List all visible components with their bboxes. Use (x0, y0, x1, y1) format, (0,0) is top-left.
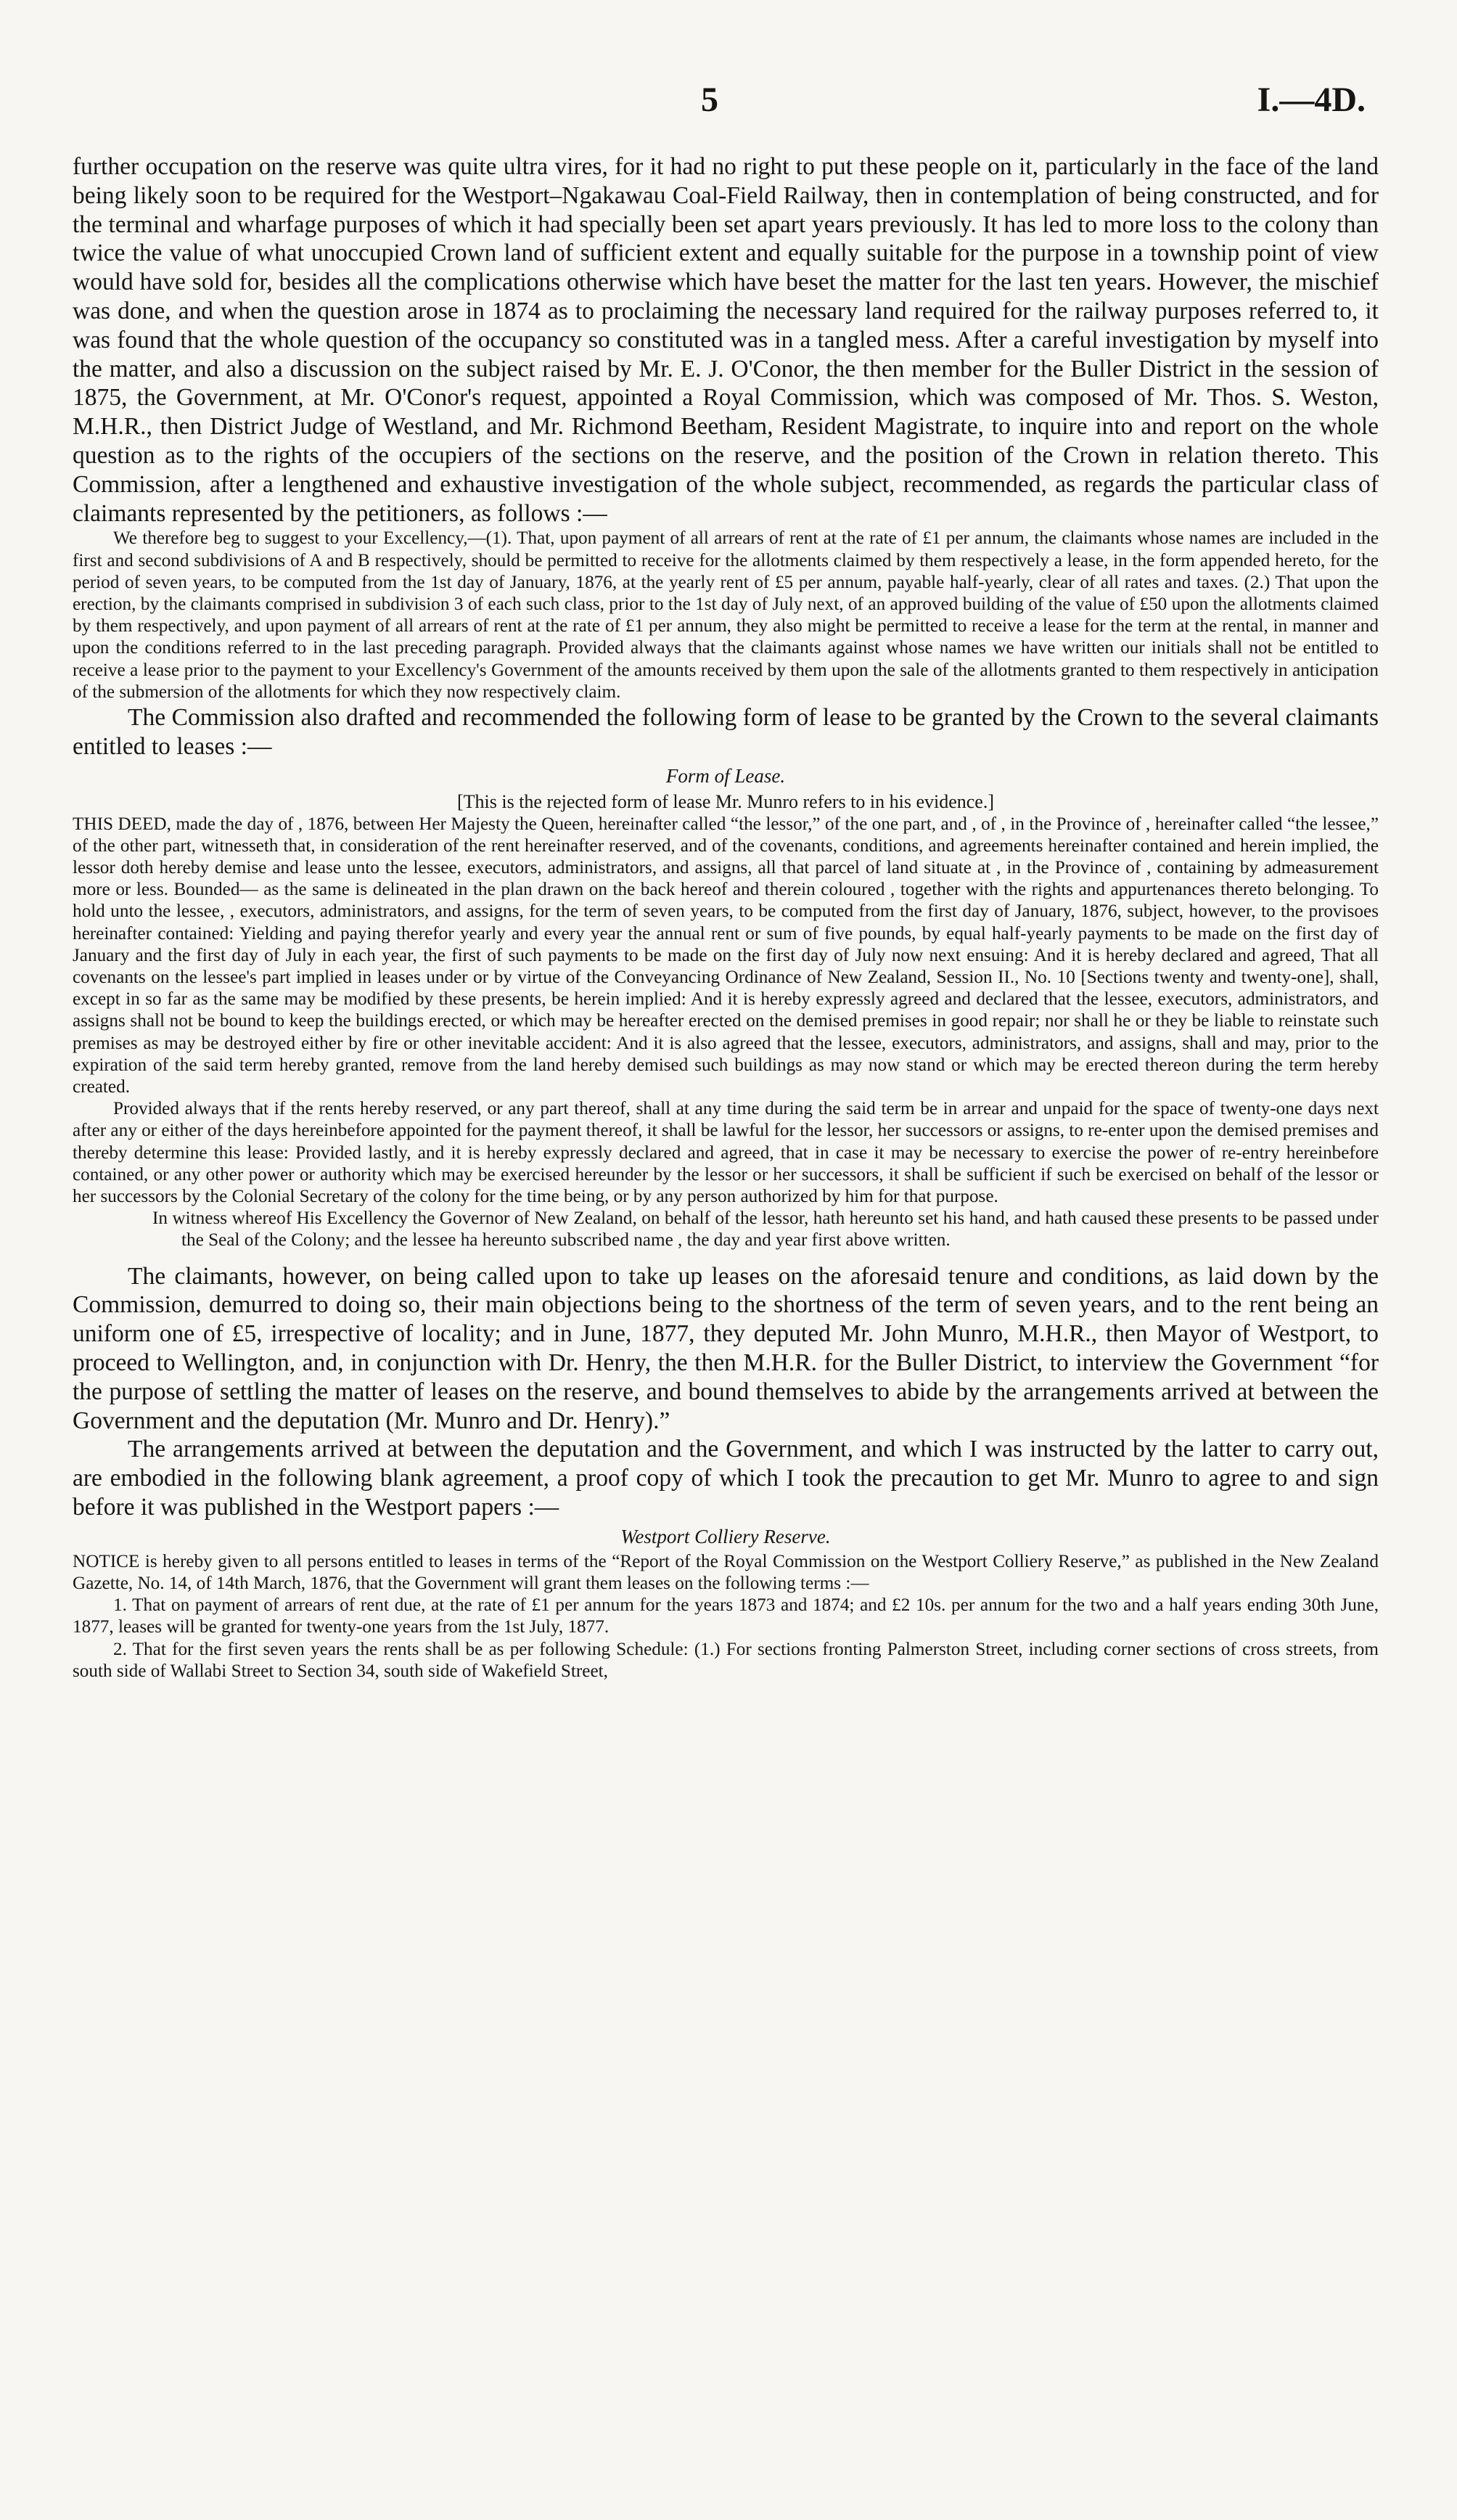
lease-deed-text: THIS DEED, made the day of , 1876, between Her Majesty the Queen, hereinafter called “the lessor,” of the one part, and , of , in the Province of , hereinafter called “the lessee,” of the other part, witnesseth that, in consideration of the rent hereinafter reserved, and of the covenants, conditions, and agreements hereinafter contained and herein implied, the lessor doth hereby demise and lease unto the lessee, executors, administrators, and assigns, all that parcel of land situate at , in the Province of , containing by admeasurement more or less. Bounded— as the same is delineated in the plan drawn on the back hereof and therein coloured , together with the rights and appurtenances thereto belonging. To hold unto the lessee, , executors, administrators, and assigns, for the term of seven years, to be computed from the first day of January, 1876, subject, however, to the provisoes hereinafter contained: Yielding and paying therefor yearly and every year the annual rent or sum of five pounds, by equal half-yearly payments to be made on the first day of January and the first day of July in each year, the first of such payments to be made on the first day of July now next ensuing: And it is hereby declared and agreed, That all covenants on the lessee's part implied in leases under or by virtue of the Conveyancing Ordinance of New Zealand, Session II., No. 10 [Sections twenty and twenty-one], shall, except in so far as the same may be modified by these presents, be herein implied: And it is hereby expressly agreed and declared that the lessee, executors, administrators, and assigns shall not be bound to keep the buildings erected, or which may be hereafter erected on the demised premises in good repair; nor shall he or they be liable to reinstate such premises as may be destroyed either by fire or other inevitable accident: And it is also agreed that the lessee, executors, administrators, and assigns, shall and may, prior to the expiration of the said term hereby granted, remove from the land hereby demised such buildings as may now stand or which may be erected thereon during the term hereby created. (73, 814, 1379, 1097)
notice-heading: Westport Colliery Reserve. (620, 1525, 831, 1547)
document-body (73, 152, 1379, 1682)
body-paragraph-commission-lease: The Commission also drafted and recommended the following form of lease to be granted by the Crown to the several claimants entitled to leases :— (73, 703, 1379, 760)
body-paragraph-claimants: The claimants, however, on being called upon to take up leases on the aforesaid tenure and conditions, as laid down by the Commission, demurred to doing so, their main objections being to the shortness of the term of seven years, and to the rent being an uniform one of £5, irrespective of locality; and in June, 1877, they deputed Mr. John Munro, M.H.R., then Mayor of Westport, to proceed to Wellington, and, in conjunction with Dr. Henry, the then M.H.R. for the Buller District, to interview the Government “for the purpose of settling the matter of leases on the reserve, and bound themselves to abide by the arrangements arrived at between the Government and the deputation (Mr. Munro and Dr. Henry).” (73, 1262, 1379, 1434)
lease-proviso-text: Provided always that if the rents hereby reserved, or any part thereof, shall at any time during the said term be in arrear and unpaid for the space of twenty-one days next after any or either of the days hereinbefore appointed for the payment thereof, it shall be lawful for the lessor, her successors or assigns, to re-enter upon the demised premises and thereby determine this lease: Provided lastly, and it is hereby expressly declared and agreed, that in case it may be necessary to exercise the power of re-entry hereinbefore contained, or any other power or authority which may be exercised hereunder by the lessor or her successors, it shall be sufficient if such be exercised on behalf of the lessor or her successors by the Colonial Secretary of the colony for the time being, or by any person authorized by him for that purpose. (73, 1099, 1379, 1207)
page-number: 5 (701, 81, 718, 119)
page-header (0, 80, 1457, 131)
body-paragraph-arrangements: The arrangements arrived at between the deputation and the Government, and which I was instructed by the latter to carry out, are embodied in the following blank agreement, a proof copy of which I took the precaution to get Mr. Munro to agree to and sign before it was published in the Westport papers :— (73, 1436, 1379, 1521)
notice-term-2: 2. That for the first seven years the rents shall be as per following Schedule: (1.) For sections fronting Palmerston Street, including corner sections of cross streets, from south side of Wallabi Street to Section 34, south side of Wakefield Street, (73, 1639, 1379, 1681)
commission-quote: We therefore beg to suggest to your Excellency,—(1). That, upon payment of all arrears of rent at the rate of £1 per annum, the claimants whose names are included in the first and second subdivisions of A and B respectively, should be permitted to receive for the allotments claimed by them respectively a lease, in the form appended hereto, for the period of seven years, to be computed from the 1st day of January, 1876, at the yearly rent of £5 per annum, payable half-yearly, clear of all rates and taxes. (2.) That upon the erection, by the claimants comprised in subdivision 3 of each such class, prior to the 1st day of July next, of an approved building of the value of £50 upon the allotments claimed by them respectively, and upon payment of all arrears of rent at the rate of £1 per annum, they also might be permitted to receive a lease for the term at the rental, in manner and upon the conditions referred to in the last preceding paragraph. Provided always that the claimants against whose names we have written our initials shall not be entitled to receive a lease prior to the payment to your Excellency's Government of the amounts received by them upon the sale of the allotments granted to them respectively in anticipation of the submersion of the allotments for which they now respectively claim. (73, 528, 1379, 702)
form-of-lease-heading: Form of Lease. (665, 764, 786, 787)
form-of-lease-note: [This is the rejected form of lease Mr. Munro refers to in his evidence.] (456, 790, 995, 812)
body-paragraph-continuation: further occupation on the reserve was quite ultra vires, for it had no right to put these people on it, particularly in the face of the land being likely soon to be required for the Westport–Ngakawau Coal-Field Railway, then in contemplation of being constructed, and for the terminal and wharfage purposes of which it had specially been set apart years previously. It has led to more loss to the colony than twice the value of what unoccupied Crown land of sufficient extent and equally suitable for the purpose in a township point of view would have sold for, besides all the complications otherwise which have beset the matter for the last ten years. However, the mischief was done, and when the question arose in 1874 as to proclaiming the necessary land required for the railway purposes referred to, it was found that the whole question of the occupancy so constituted was in a tangled mess. After a careful investigation by myself into the matter, and also a discussion on the subject raised by Mr. E. J. O'Conor, the then member for the Buller District in the session of 1875, the Government, at Mr. O'Conor's request, appointed a Royal Commission, which was composed of Mr. Thos. S. Weston, M.H.R., then District Judge of Westland, and Mr. Richmond Beetham, Resident Magistrate, to inquire into and report on the whole question as to the rights of the occupiers of the sections on the reserve, and the position of the Crown in relation thereto. This Commission, after a lengthened and exhaustive investigation of the whole subject, recommended, as regards the particular class of claimants represented by the petitioners, as follows :— (73, 153, 1379, 527)
notice-term-1: 1. That on payment of arrears of rent due, at the rate of £1 per annum for the years 1873 and 1874; and £2 10s. per annum for the two and a half years ending 30th June, 1877, leases will be granted for twenty-one years from the 1st July, 1877. (73, 1595, 1379, 1637)
lease-witness-clause: In witness whereof His Excellency the Governor of New Zealand, on behalf of the lessor, hath hereunto set his hand, and hath caused these presents to be passed under the Seal of the Colony; and the lessee ha hereunto subscribed name , the day and year first above written. (152, 1208, 1379, 1251)
document-reference: I.—4D. (1257, 81, 1366, 119)
notice-text: NOTICE is hereby given to all persons entitled to leases in terms of the “Report of the Royal Commission on the Westport Colliery Reserve,” as published in the New Zealand Gazette, No. 14, of 14th March, 1876, that the Government will grant them leases on the following terms :— (73, 1551, 1379, 1594)
